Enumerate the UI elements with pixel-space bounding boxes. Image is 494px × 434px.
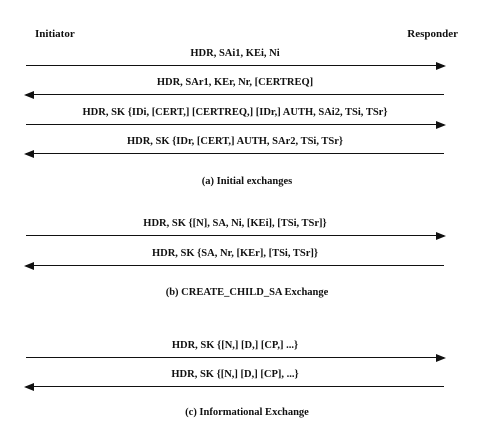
caption-informational-exchange: (c) Informational Exchange xyxy=(185,407,309,418)
arrow-line xyxy=(26,265,444,266)
arrow-line xyxy=(26,124,444,125)
arrowhead-right-icon xyxy=(436,121,446,129)
initiator-label: Initiator xyxy=(35,28,75,40)
message-arrow-left xyxy=(26,77,444,99)
message-arrow-left xyxy=(26,136,444,158)
arrowhead-left-icon xyxy=(24,91,34,99)
message-label: HDR, SK {IDr, [CERT,] AUTH, SAr2, TSi, TSr} xyxy=(126,136,344,147)
message-label: HDR, SK {[N,] [D,] [CP], ...} xyxy=(171,369,299,380)
message-arrow-right xyxy=(26,340,444,362)
caption-create-child-sa: (b) CREATE_CHILD_SA Exchange xyxy=(165,287,329,298)
arrow-line xyxy=(26,153,444,154)
message-arrow-left xyxy=(26,248,444,270)
responder-label: Responder xyxy=(407,28,458,40)
message-label: HDR, SK {IDi, [CERT,] [CERTREQ,] [IDr,] AUTH, SAi2, TSi, TSr} xyxy=(82,107,388,118)
message-arrow-left xyxy=(26,369,444,391)
message-label: HDR, SAr1, KEr, Nr, [CERTREQ] xyxy=(156,77,314,88)
message-arrow-right xyxy=(26,107,444,129)
arrowhead-right-icon xyxy=(436,232,446,240)
arrow-line xyxy=(26,235,444,236)
arrowhead-left-icon xyxy=(24,383,34,391)
message-label: HDR, SK {[N,] [D,] [CP,] ...} xyxy=(171,340,299,351)
arrow-line xyxy=(26,94,444,95)
arrowhead-left-icon xyxy=(24,150,34,158)
arrowhead-right-icon xyxy=(436,62,446,70)
message-label: HDR, SK {[N], SA, Ni, [KEi], [TSi, TSr]} xyxy=(143,218,327,229)
caption-initial-exchanges: (a) Initial exchanges xyxy=(201,176,293,187)
message-label: HDR, SAi1, KEi, Ni xyxy=(190,48,280,59)
message-arrow-right xyxy=(26,218,444,240)
arrow-line xyxy=(26,65,444,66)
message-label: HDR, SK {SA, Nr, [KEr], [TSi, TSr]} xyxy=(151,248,319,259)
arrowhead-right-icon xyxy=(436,354,446,362)
message-arrow-right xyxy=(26,48,444,70)
arrowhead-left-icon xyxy=(24,262,34,270)
arrow-line xyxy=(26,386,444,387)
arrow-line xyxy=(26,357,444,358)
